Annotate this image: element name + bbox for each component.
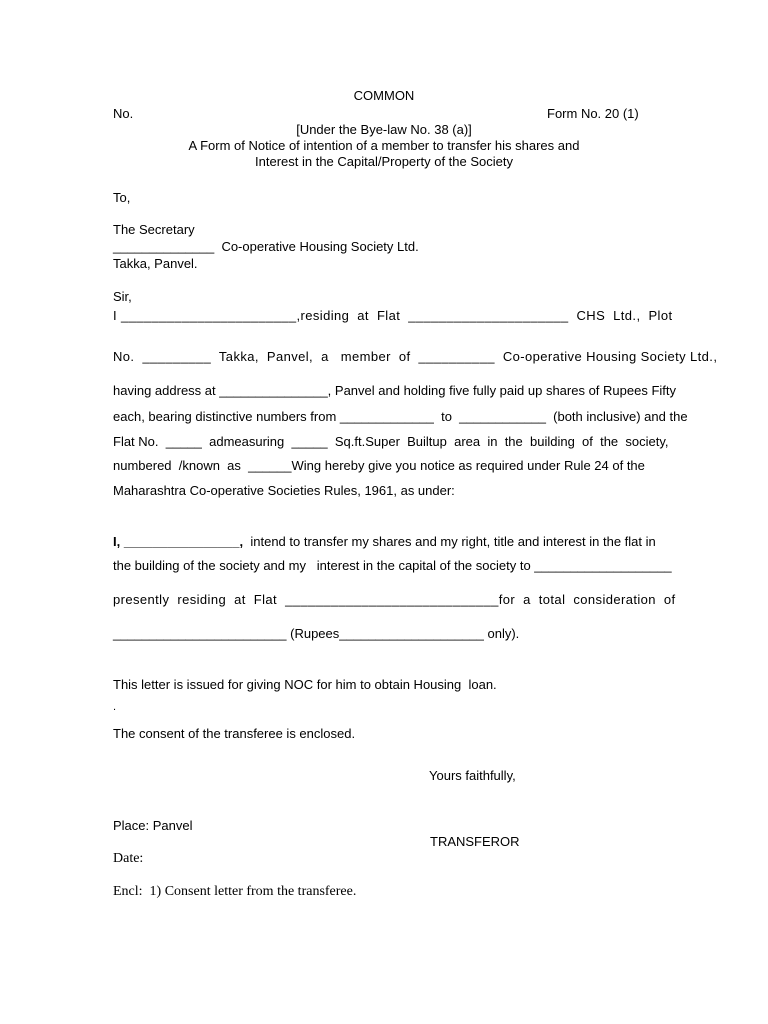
place-field: Place: Panvel bbox=[113, 818, 193, 833]
paragraph-2-line-2: the building of the society and my interest in the capital of the society to ___________________ bbox=[113, 558, 672, 573]
flat-area-blanks: Flat No. _____ admeasuring _____ Sq.ft. bbox=[113, 434, 366, 449]
salutation: Sir, bbox=[113, 289, 132, 304]
member-name-blank: I _______________________, bbox=[113, 308, 301, 323]
addressee-to: To, bbox=[113, 190, 131, 205]
form-heading-common: COMMON bbox=[353, 88, 415, 103]
addressee-location: Takka, Panvel. bbox=[113, 256, 198, 271]
paragraph-1-line-3: having address at _______________, Panvel and holding five fully paid up shares of Rupees Fifty bbox=[113, 383, 676, 398]
date-field: Date: bbox=[113, 851, 144, 866]
stray-dot: . bbox=[113, 701, 117, 713]
builtup-area-text: Super Builtup area in the building of the society, bbox=[365, 434, 669, 449]
paragraph-1-line-5 bbox=[113, 434, 669, 450]
noc-statement: This letter is issued for giving NOC for him to obtain Housing loan. bbox=[113, 677, 497, 692]
enclosure-line: Encl: 1) Consent letter from the transferee. bbox=[113, 884, 357, 899]
transferor-name-blank: I, ________________, bbox=[113, 534, 244, 549]
paragraph-2-line-4: ________________________ (Rupees____________________ only). bbox=[113, 626, 520, 641]
member-residence: residing at Flat _____________________ CHS Ltd., Plot bbox=[300, 308, 673, 323]
byelaw-reference: [Under the Bye-law No. 38 (a)] bbox=[296, 122, 472, 137]
form-number: Form No. 20 (1) bbox=[547, 106, 639, 121]
paragraph-1-line-7: Maharashtra Co-operative Societies Rules, 1961, as under: bbox=[113, 483, 455, 498]
paragraph-1-line-6: numbered /known as ______Wing hereby give you notice as required under Rule 24 of the bbox=[113, 458, 645, 473]
paragraph-2-line-3 bbox=[113, 592, 676, 608]
transfer-intent: intend to transfer my shares and my right, title and interest in the flat in bbox=[243, 534, 656, 549]
form-title-line-1: A Form of Notice of intention of a member to transfer his shares and bbox=[188, 138, 580, 153]
consent-statement: The consent of the transferee is enclosed. bbox=[113, 726, 356, 741]
transferee-residence: presently residing at Flat ____________________________ bbox=[113, 592, 499, 607]
paragraph-1-line-1 bbox=[113, 308, 673, 324]
addressee-society: ______________ Co-operative Housing Society Ltd. bbox=[113, 239, 419, 254]
paragraph-1-line-2: No. _________ Takka, Panvel, a member of __________ Co-operative Housing Society Ltd., bbox=[113, 349, 718, 364]
paragraph-2-line-1 bbox=[113, 534, 656, 550]
closing-yours-faithfully: Yours faithfully, bbox=[429, 768, 516, 783]
form-number-label: No. bbox=[113, 106, 134, 121]
consideration-text: for a total consideration of bbox=[498, 592, 676, 607]
transferor-signature-label: TRANSFEROR bbox=[430, 834, 520, 849]
form-title-line-2: Interest in the Capital/Property of the Society bbox=[255, 154, 513, 169]
addressee-secretary: The Secretary bbox=[113, 222, 195, 237]
paragraph-1-line-4: each, bearing distinctive numbers from _____________ to ____________ (both inclusive) and the bbox=[113, 409, 688, 424]
